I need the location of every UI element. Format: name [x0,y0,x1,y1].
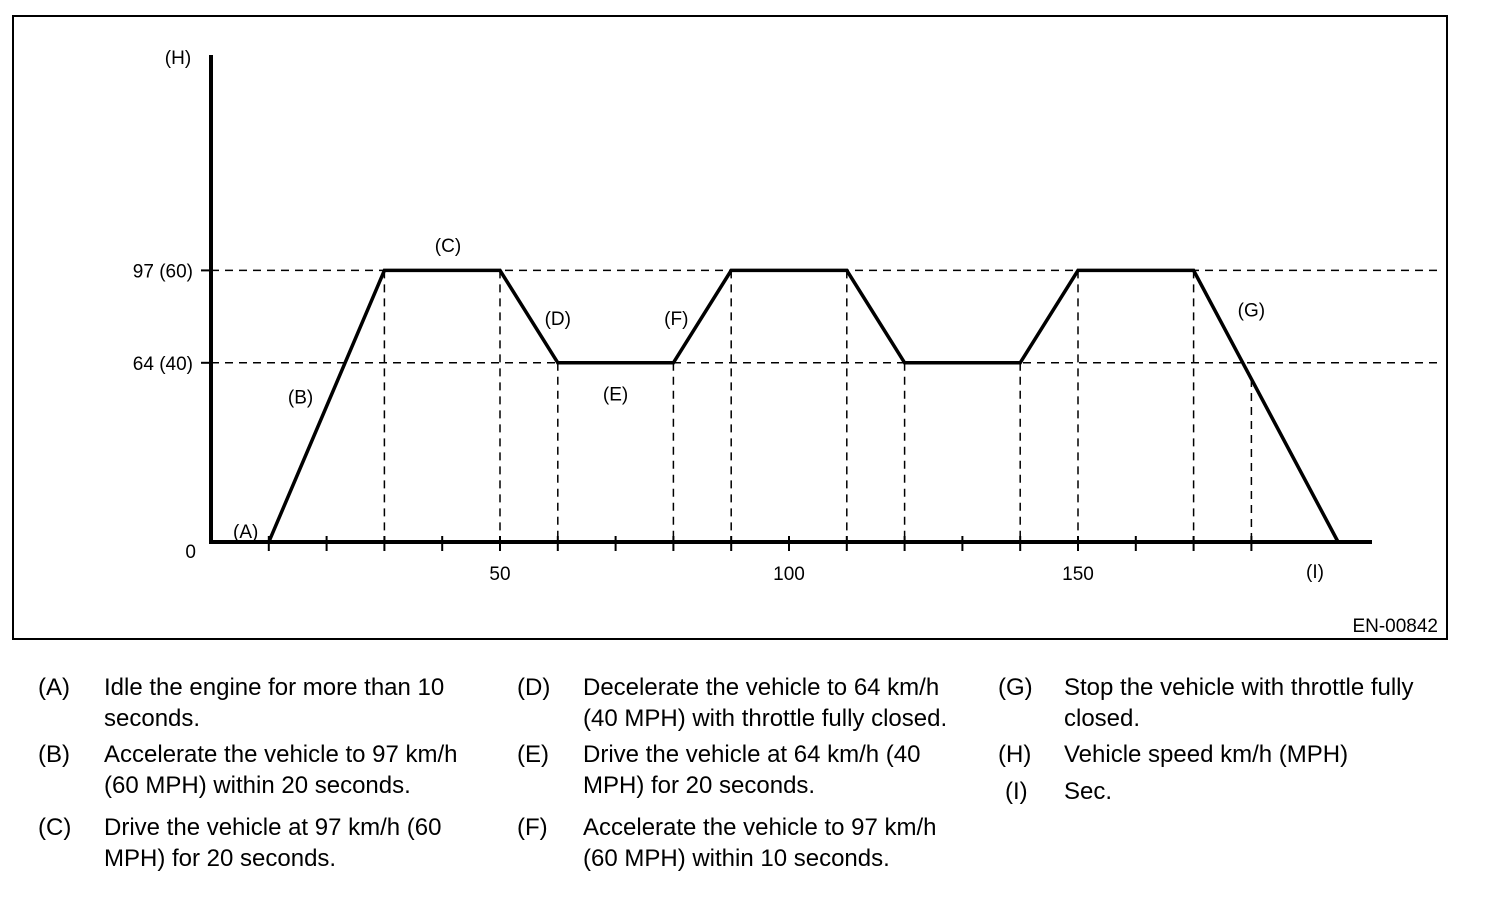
legend-key: (F) [517,814,548,841]
legend-description-line: (60 MPH) within 10 seconds. [583,845,890,872]
legend-key: (H) [998,741,1032,768]
chart-frame [13,16,1447,639]
x-tick-label: 150 [1062,564,1094,585]
legend-description-line: MPH) for 20 seconds. [583,772,816,799]
x-tick-label: 50 [489,564,511,585]
legend-key: (E) [517,741,549,768]
point-label: (E) [602,384,629,406]
legend-description-line: (60 MPH) within 20 seconds. [104,772,411,799]
x-tick-label: 100 [773,564,805,585]
point-label: (C) [434,236,462,258]
series-line [269,270,1338,542]
legend-description-line: MPH) for 20 seconds. [104,845,337,872]
y-tick-label: 97 (60) [132,261,193,283]
legend-description [104,812,442,874]
legend-description-line: Sec. [1064,778,1113,805]
point-label: (A) [233,521,259,543]
point-label: (D) [544,309,571,330]
legend-item [998,739,1468,770]
legend-description-line: seconds. [104,705,201,732]
legend-item [38,812,508,874]
legend-item [38,672,508,734]
x-axis-label: (I) [1306,562,1324,583]
legend-description [583,672,947,734]
legend-description [583,739,921,801]
legend-key: (D) [517,674,551,701]
point-label: (B) [287,387,314,409]
axes [209,55,1372,544]
legend-description-line: Stop the vehicle with throttle fully [1064,674,1414,701]
legend-item [998,672,1468,734]
chart-labels [133,48,1438,637]
legend-description-line: Accelerate the vehicle to 97 km/h [104,741,458,768]
legend-description [1064,776,1112,807]
legend-key: (I) [1005,778,1028,805]
legend-key: (G) [998,674,1033,701]
legend-description-line: Drive the vehicle at 97 km/h (60 [104,814,442,841]
ticks [201,270,1251,551]
legend-item [517,812,987,874]
legend-item [998,776,1468,807]
legend [0,672,1504,912]
legend-description-line: Decelerate the vehicle to 64 km/h [583,674,940,701]
y-tick-label: 0 [185,542,196,563]
legend-item [517,672,987,734]
legend-description-line: (40 MPH) with throttle fully closed. [583,705,948,732]
point-label: (F) [664,309,689,330]
legend-description-line: Idle the engine for more than 10 [104,674,445,701]
legend-description-line: Accelerate the vehicle to 97 km/h [583,814,937,841]
legend-item [38,739,508,801]
legend-description-line: Vehicle speed km/h (MPH) [1064,741,1349,768]
y-tick-label: 64 (40) [132,353,193,375]
speed-profile [269,270,1338,542]
legend-description-line: closed. [1064,705,1141,732]
legend-description-line: Drive the vehicle at 64 km/h (40 [583,741,921,768]
legend-item [517,739,987,801]
legend-key: (B) [38,741,70,768]
legend-key: (A) [38,674,70,701]
legend-description [1064,739,1348,770]
legend-key: (C) [38,814,72,841]
legend-description [1064,672,1414,734]
legend-description [104,672,444,734]
y-axis-label: (H) [164,48,192,69]
legend-description [583,812,937,874]
figure-code: EN-00842 [1352,616,1438,637]
legend-description [104,739,458,801]
point-label: (G) [1237,300,1266,322]
